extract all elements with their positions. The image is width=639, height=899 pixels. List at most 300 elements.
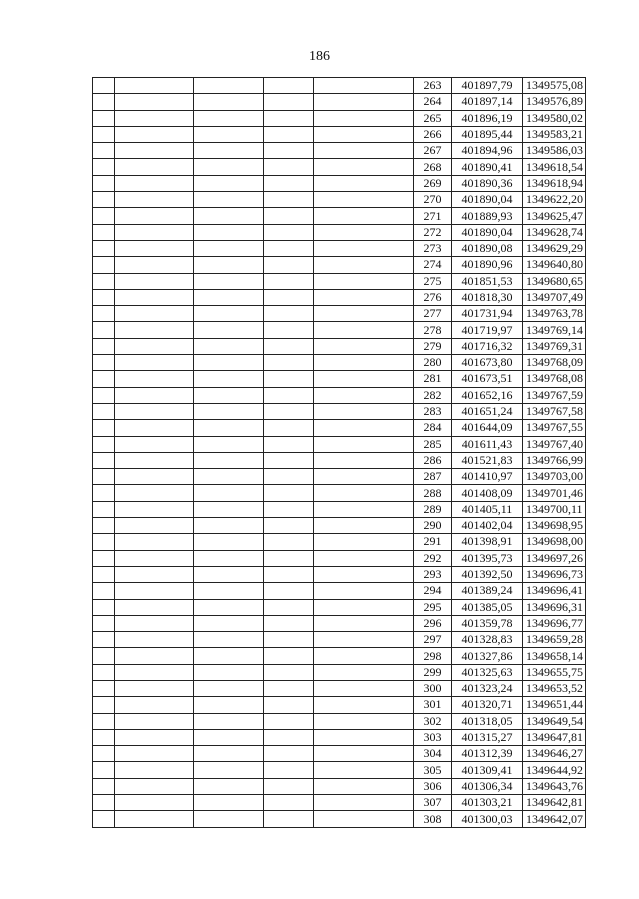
empty-cell (194, 387, 264, 403)
y-coordinate-cell: 1349655,75 (523, 664, 586, 680)
empty-cell (264, 175, 314, 191)
empty-cell (314, 485, 414, 501)
empty-cell (314, 273, 414, 289)
empty-cell (115, 534, 194, 550)
x-coordinate-cell: 401306,34 (452, 778, 523, 794)
empty-cell (93, 224, 115, 240)
point-number-cell: 293 (414, 566, 452, 582)
table-row (93, 632, 586, 648)
x-coordinate-cell: 401897,79 (452, 78, 523, 94)
empty-cell (93, 762, 115, 778)
empty-cell (314, 387, 414, 403)
empty-cell (115, 452, 194, 468)
page-number: 186 (309, 49, 330, 64)
empty-cell (194, 680, 264, 696)
x-coordinate-cell: 401303,21 (452, 795, 523, 811)
y-coordinate-cell: 1349640,80 (523, 257, 586, 273)
empty-cell (93, 355, 115, 371)
empty-cell (93, 648, 115, 664)
empty-cell (93, 175, 115, 191)
y-coordinate-cell: 1349703,00 (523, 469, 586, 485)
table-row (93, 322, 586, 338)
table-row (93, 403, 586, 419)
empty-cell (93, 94, 115, 110)
table-row (93, 501, 586, 517)
empty-cell (314, 192, 414, 208)
point-number-cell: 276 (414, 289, 452, 305)
empty-cell (115, 729, 194, 745)
empty-cell (314, 94, 414, 110)
y-coordinate-cell: 1349700,11 (523, 501, 586, 517)
empty-cell (115, 501, 194, 517)
empty-cell (314, 436, 414, 452)
x-coordinate-cell: 401323,24 (452, 680, 523, 696)
empty-cell (194, 762, 264, 778)
empty-cell (264, 501, 314, 517)
empty-cell (115, 664, 194, 680)
y-coordinate-cell: 1349642,07 (523, 811, 586, 827)
y-coordinate-cell: 1349767,59 (523, 387, 586, 403)
empty-cell (115, 811, 194, 827)
empty-cell (194, 371, 264, 387)
table-row (93, 257, 586, 273)
empty-cell (115, 403, 194, 419)
empty-cell (115, 550, 194, 566)
point-number-cell: 266 (414, 126, 452, 142)
empty-cell (115, 680, 194, 696)
empty-cell (93, 501, 115, 517)
y-coordinate-cell: 1349767,55 (523, 420, 586, 436)
table-row (93, 192, 586, 208)
x-coordinate-cell: 401315,27 (452, 729, 523, 745)
y-coordinate-cell: 1349707,49 (523, 289, 586, 305)
x-coordinate-cell: 401644,09 (452, 420, 523, 436)
empty-cell (264, 94, 314, 110)
empty-cell (264, 746, 314, 762)
empty-cell (264, 192, 314, 208)
x-coordinate-cell: 401392,50 (452, 566, 523, 582)
empty-cell (264, 289, 314, 305)
empty-cell (264, 403, 314, 419)
point-number-cell: 292 (414, 550, 452, 566)
point-number-cell: 271 (414, 208, 452, 224)
empty-cell (264, 126, 314, 142)
empty-cell (314, 289, 414, 305)
x-coordinate-cell: 401890,41 (452, 159, 523, 175)
empty-cell (264, 322, 314, 338)
point-number-cell: 282 (414, 387, 452, 403)
y-coordinate-cell: 1349653,52 (523, 680, 586, 696)
empty-cell (115, 175, 194, 191)
x-coordinate-cell: 401652,16 (452, 387, 523, 403)
table-row (93, 159, 586, 175)
point-number-cell: 299 (414, 664, 452, 680)
x-coordinate-cell: 401309,41 (452, 762, 523, 778)
empty-cell (194, 632, 264, 648)
point-number-cell: 264 (414, 94, 452, 110)
empty-cell (314, 762, 414, 778)
y-coordinate-cell: 1349696,41 (523, 583, 586, 599)
table-row (93, 469, 586, 485)
empty-cell (264, 534, 314, 550)
empty-cell (93, 664, 115, 680)
empty-cell (93, 518, 115, 534)
empty-cell (194, 648, 264, 664)
y-coordinate-cell: 1349766,99 (523, 452, 586, 468)
x-coordinate-cell: 401318,05 (452, 713, 523, 729)
y-coordinate-cell: 1349768,08 (523, 371, 586, 387)
table-row (93, 566, 586, 582)
empty-cell (314, 240, 414, 256)
empty-cell (93, 680, 115, 696)
table-row (93, 94, 586, 110)
empty-cell (115, 371, 194, 387)
empty-cell (194, 746, 264, 762)
table-row (93, 420, 586, 436)
x-coordinate-cell: 401521,83 (452, 452, 523, 468)
table-row (93, 762, 586, 778)
empty-cell (314, 159, 414, 175)
y-coordinate-cell: 1349622,20 (523, 192, 586, 208)
empty-cell (314, 420, 414, 436)
empty-cell (194, 403, 264, 419)
empty-cell (115, 289, 194, 305)
empty-cell (264, 713, 314, 729)
empty-cell (115, 615, 194, 631)
empty-cell (194, 208, 264, 224)
x-coordinate-cell: 401402,04 (452, 518, 523, 534)
x-coordinate-cell: 401716,32 (452, 338, 523, 354)
empty-cell (314, 126, 414, 142)
empty-cell (314, 648, 414, 664)
empty-cell (194, 778, 264, 794)
empty-cell (115, 192, 194, 208)
empty-cell (314, 322, 414, 338)
empty-cell (93, 257, 115, 273)
empty-cell (93, 632, 115, 648)
y-coordinate-cell: 1349576,89 (523, 94, 586, 110)
point-number-cell: 287 (414, 469, 452, 485)
empty-cell (194, 436, 264, 452)
empty-cell (93, 306, 115, 322)
x-coordinate-cell: 401890,04 (452, 192, 523, 208)
table-row (93, 746, 586, 762)
point-number-cell: 267 (414, 143, 452, 159)
empty-cell (314, 632, 414, 648)
y-coordinate-cell: 1349586,03 (523, 143, 586, 159)
empty-cell (115, 566, 194, 582)
empty-cell (115, 110, 194, 126)
empty-cell (115, 599, 194, 615)
empty-cell (194, 697, 264, 713)
x-coordinate-cell: 401325,63 (452, 664, 523, 680)
empty-cell (264, 420, 314, 436)
table-row (93, 126, 586, 142)
empty-cell (264, 664, 314, 680)
empty-cell (194, 257, 264, 273)
empty-cell (194, 224, 264, 240)
x-coordinate-cell: 401897,14 (452, 94, 523, 110)
table-row (93, 485, 586, 501)
empty-cell (115, 762, 194, 778)
y-coordinate-cell: 1349651,44 (523, 697, 586, 713)
x-coordinate-cell: 401894,96 (452, 143, 523, 159)
empty-cell (194, 143, 264, 159)
empty-cell (314, 534, 414, 550)
y-coordinate-cell: 1349697,26 (523, 550, 586, 566)
x-coordinate-cell: 401896,19 (452, 110, 523, 126)
empty-cell (115, 795, 194, 811)
empty-cell (194, 501, 264, 517)
table-row (93, 208, 586, 224)
empty-cell (194, 729, 264, 745)
table-row (93, 550, 586, 566)
point-number-cell: 298 (414, 648, 452, 664)
empty-cell (115, 632, 194, 648)
table-row (93, 224, 586, 240)
empty-cell (194, 452, 264, 468)
empty-cell (93, 811, 115, 827)
x-coordinate-cell: 401389,24 (452, 583, 523, 599)
empty-cell (115, 257, 194, 273)
x-coordinate-cell: 401405,11 (452, 501, 523, 517)
empty-cell (194, 566, 264, 582)
empty-cell (314, 257, 414, 273)
x-coordinate-cell: 401890,36 (452, 175, 523, 191)
empty-cell (93, 452, 115, 468)
empty-cell (93, 159, 115, 175)
table-row (93, 175, 586, 191)
empty-cell (115, 224, 194, 240)
y-coordinate-cell: 1349767,58 (523, 403, 586, 419)
table-row (93, 811, 586, 827)
empty-cell (264, 78, 314, 94)
point-number-cell: 291 (414, 534, 452, 550)
empty-cell (115, 240, 194, 256)
empty-cell (93, 615, 115, 631)
point-number-cell: 300 (414, 680, 452, 696)
point-number-cell: 280 (414, 355, 452, 371)
empty-cell (314, 778, 414, 794)
empty-cell (264, 338, 314, 354)
point-number-cell: 277 (414, 306, 452, 322)
empty-cell (314, 713, 414, 729)
table-row (93, 110, 586, 126)
y-coordinate-cell: 1349647,81 (523, 729, 586, 745)
table-row (93, 143, 586, 159)
x-coordinate-cell: 401320,71 (452, 697, 523, 713)
empty-cell (115, 485, 194, 501)
empty-cell (115, 306, 194, 322)
empty-cell (314, 583, 414, 599)
empty-cell (194, 615, 264, 631)
empty-cell (314, 143, 414, 159)
y-coordinate-cell: 1349618,94 (523, 175, 586, 191)
y-coordinate-cell: 1349680,65 (523, 273, 586, 289)
empty-cell (264, 599, 314, 615)
y-coordinate-cell: 1349768,09 (523, 355, 586, 371)
point-number-cell: 284 (414, 420, 452, 436)
empty-cell (314, 355, 414, 371)
y-coordinate-cell: 1349629,29 (523, 240, 586, 256)
empty-cell (115, 387, 194, 403)
empty-cell (194, 599, 264, 615)
empty-cell (264, 762, 314, 778)
empty-cell (93, 387, 115, 403)
empty-cell (93, 550, 115, 566)
empty-cell (115, 338, 194, 354)
table-row (93, 452, 586, 468)
empty-cell (93, 78, 115, 94)
empty-cell (264, 778, 314, 794)
point-number-cell: 278 (414, 322, 452, 338)
empty-cell (93, 322, 115, 338)
y-coordinate-cell: 1349583,21 (523, 126, 586, 142)
point-number-cell: 279 (414, 338, 452, 354)
empty-cell (264, 469, 314, 485)
point-number-cell: 263 (414, 78, 452, 94)
empty-cell (194, 126, 264, 142)
empty-cell (314, 811, 414, 827)
table-row (93, 599, 586, 615)
point-number-cell: 270 (414, 192, 452, 208)
point-number-cell: 297 (414, 632, 452, 648)
table-row (93, 713, 586, 729)
empty-cell (314, 110, 414, 126)
point-number-cell: 294 (414, 583, 452, 599)
y-coordinate-cell: 1349767,40 (523, 436, 586, 452)
point-number-cell: 290 (414, 518, 452, 534)
y-coordinate-cell: 1349644,92 (523, 762, 586, 778)
empty-cell (194, 469, 264, 485)
y-coordinate-cell: 1349642,81 (523, 795, 586, 811)
y-coordinate-cell: 1349575,08 (523, 78, 586, 94)
empty-cell (115, 78, 194, 94)
empty-cell (93, 338, 115, 354)
empty-cell (314, 746, 414, 762)
empty-cell (314, 78, 414, 94)
empty-cell (314, 664, 414, 680)
point-number-cell: 268 (414, 159, 452, 175)
empty-cell (115, 355, 194, 371)
empty-cell (194, 811, 264, 827)
x-coordinate-cell: 401731,94 (452, 306, 523, 322)
point-number-cell: 275 (414, 273, 452, 289)
point-number-cell: 289 (414, 501, 452, 517)
table-row (93, 615, 586, 631)
empty-cell (194, 273, 264, 289)
empty-cell (93, 289, 115, 305)
empty-cell (264, 566, 314, 582)
empty-cell (93, 371, 115, 387)
x-coordinate-cell: 401328,83 (452, 632, 523, 648)
empty-cell (194, 306, 264, 322)
point-number-cell: 281 (414, 371, 452, 387)
empty-cell (93, 795, 115, 811)
point-number-cell: 272 (414, 224, 452, 240)
empty-cell (264, 697, 314, 713)
x-coordinate-cell: 401395,73 (452, 550, 523, 566)
point-number-cell: 286 (414, 452, 452, 468)
empty-cell (264, 583, 314, 599)
empty-cell (264, 143, 314, 159)
empty-cell (194, 795, 264, 811)
empty-cell (115, 778, 194, 794)
empty-cell (314, 680, 414, 696)
coordinates-table (92, 77, 586, 828)
empty-cell (115, 713, 194, 729)
empty-cell (93, 420, 115, 436)
empty-cell (93, 110, 115, 126)
empty-cell (264, 355, 314, 371)
empty-cell (264, 371, 314, 387)
empty-cell (194, 322, 264, 338)
empty-cell (93, 240, 115, 256)
point-number-cell: 308 (414, 811, 452, 827)
point-number-cell: 303 (414, 729, 452, 745)
empty-cell (314, 795, 414, 811)
empty-cell (194, 175, 264, 191)
empty-cell (93, 697, 115, 713)
empty-cell (314, 729, 414, 745)
x-coordinate-cell: 401611,43 (452, 436, 523, 452)
table-row (93, 371, 586, 387)
empty-cell (314, 224, 414, 240)
table-row (93, 273, 586, 289)
point-number-cell: 302 (414, 713, 452, 729)
empty-cell (115, 436, 194, 452)
empty-cell (314, 452, 414, 468)
x-coordinate-cell: 401410,97 (452, 469, 523, 485)
empty-cell (314, 599, 414, 615)
table-row (93, 289, 586, 305)
empty-cell (194, 110, 264, 126)
y-coordinate-cell: 1349580,02 (523, 110, 586, 126)
empty-cell (194, 338, 264, 354)
empty-cell (314, 208, 414, 224)
y-coordinate-cell: 1349618,54 (523, 159, 586, 175)
y-coordinate-cell: 1349698,00 (523, 534, 586, 550)
empty-cell (93, 469, 115, 485)
point-number-cell: 306 (414, 778, 452, 794)
empty-cell (194, 289, 264, 305)
empty-cell (264, 795, 314, 811)
x-coordinate-cell: 401312,39 (452, 746, 523, 762)
y-coordinate-cell: 1349658,14 (523, 648, 586, 664)
empty-cell (93, 583, 115, 599)
empty-cell (314, 518, 414, 534)
empty-cell (93, 746, 115, 762)
empty-cell (314, 403, 414, 419)
x-coordinate-cell: 401889,93 (452, 208, 523, 224)
empty-cell (115, 420, 194, 436)
empty-cell (314, 566, 414, 582)
point-number-cell: 305 (414, 762, 452, 778)
empty-cell (115, 126, 194, 142)
empty-cell (264, 485, 314, 501)
x-coordinate-cell: 401818,30 (452, 289, 523, 305)
table-row (93, 795, 586, 811)
table-row (93, 697, 586, 713)
empty-cell (314, 615, 414, 631)
x-coordinate-cell: 401398,91 (452, 534, 523, 550)
empty-cell (194, 240, 264, 256)
table-body (93, 78, 586, 828)
empty-cell (264, 110, 314, 126)
empty-cell (194, 664, 264, 680)
point-number-cell: 295 (414, 599, 452, 615)
point-number-cell: 265 (414, 110, 452, 126)
